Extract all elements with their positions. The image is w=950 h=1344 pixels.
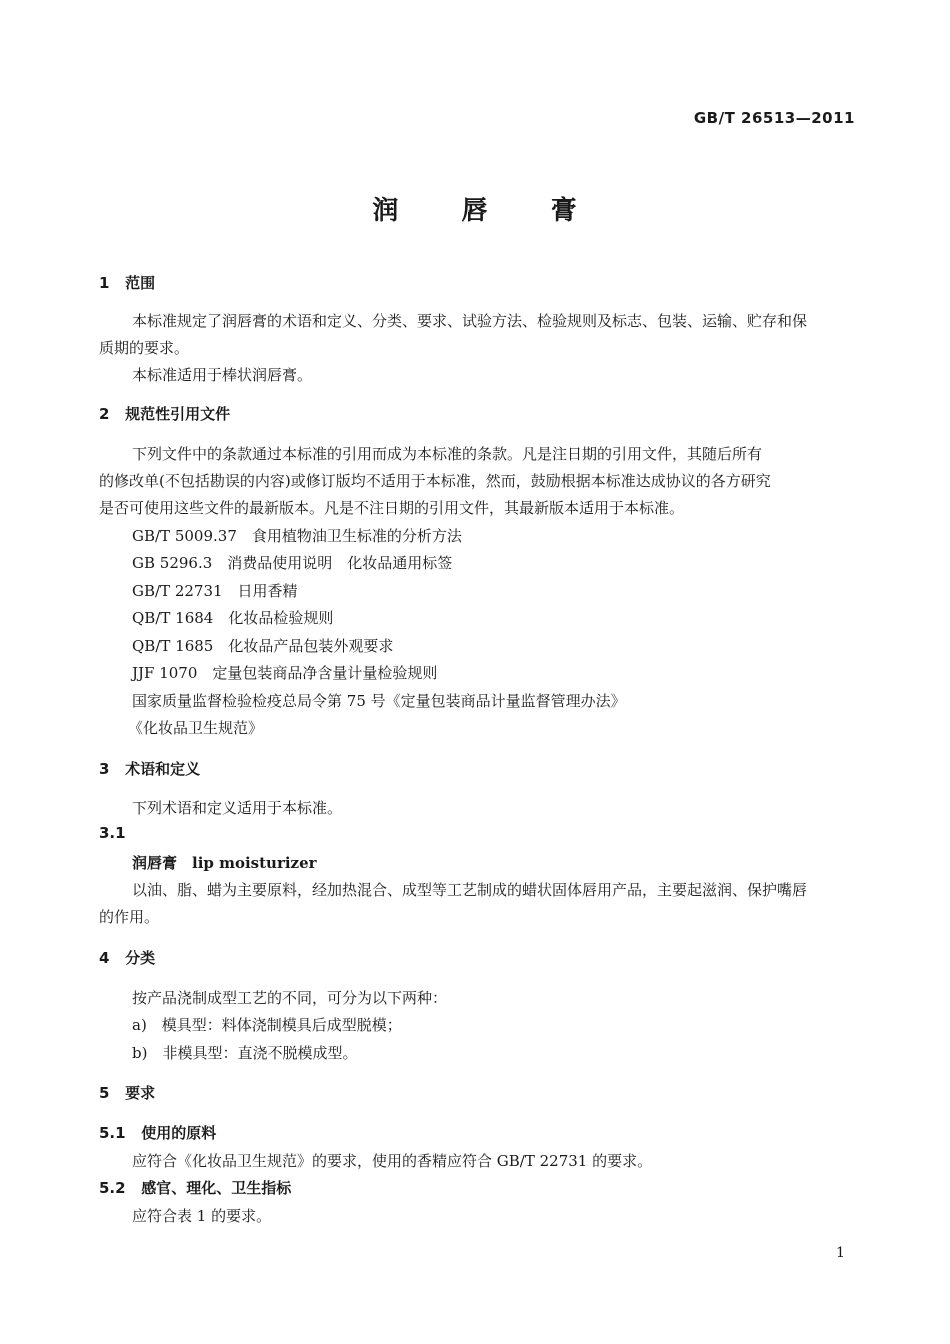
subsection-title: 感官、理化、卫生指标 [141, 1179, 292, 1197]
section-title: 分类 [125, 949, 156, 967]
paragraph-line: 按产品浇制成型工艺的不同，可分为以下两种： [132, 989, 448, 1007]
title-char-2: 唇 [461, 196, 489, 226]
section-1-heading [99, 272, 155, 293]
subsection-5-1-heading [99, 1122, 216, 1143]
reference-item: GB/T 22731 日用香精 [132, 582, 298, 600]
section-5-heading [99, 1082, 155, 1103]
reference-item: 国家质量监督检验检疫总局令第 75 号《定量包装商品计量监督管理办法》 [132, 692, 626, 710]
section-3-heading [99, 758, 200, 779]
paragraph-line: 下列术语和定义适用于本标准。 [132, 799, 343, 817]
paragraph-line: 本标准适用于棒状润唇膏。 [132, 366, 313, 384]
section-number: 1 [99, 274, 110, 292]
page-number: 1 [836, 1245, 845, 1261]
standard-code: GB/T 26513—2011 [693, 109, 855, 127]
title-char-3: 膏 [550, 196, 578, 226]
reference-item: QB/T 1684 化妆品检验规则 [132, 609, 334, 627]
section-4-heading [99, 947, 155, 968]
paragraph-line: 是否可使用这些文件的最新版本。凡是不注日期的引用文件，其最新版本适用于本标准。 [99, 499, 685, 517]
page-title [0, 190, 950, 227]
paragraph-line: 应符合表 1 的要求。 [132, 1207, 272, 1225]
paragraph-line: 下列文件中的条款通过本标准的引用而成为本标准的条款。凡是注日期的引用文件，其随后所有 [132, 445, 763, 463]
subsection-number: 5.2 [99, 1179, 126, 1197]
section-2-heading [99, 403, 230, 424]
subsection-number: 5.1 [99, 1124, 126, 1142]
reference-item: JJF 1070 定量包装商品净含量计量检验规则 [132, 664, 438, 682]
reference-item: GB 5296.3 消费品使用说明 化妆品通用标签 [132, 554, 453, 572]
section-number: 2 [99, 405, 110, 423]
section-title: 规范性引用文件 [125, 405, 231, 423]
reference-item: GB/T 5009.37 食用植物油卫生标准的分析方法 [132, 527, 462, 545]
list-item: a) 模具型：料体浇制模具后成型脱模； [132, 1016, 402, 1034]
section-title: 术语和定义 [125, 760, 201, 778]
paragraph-line: 的修改单(不包括勘误的内容)或修订版均不适用于本标准，然而，鼓励根据本标准达成协议的各方研究 [99, 472, 771, 490]
section-title: 范围 [125, 274, 156, 292]
paragraph-line: 本标准规定了润唇膏的术语和定义、分类、要求、试验方法、检验规则及标志、包装、运输、贮存和保 [132, 312, 808, 330]
term-entry: 润唇膏 lip moisturizer [132, 854, 317, 872]
section-number: 4 [99, 949, 110, 967]
subsection-number: 3.1 [99, 824, 126, 842]
reference-item: 《化妆品卫生规范》 [128, 719, 264, 737]
section-number: 3 [99, 760, 110, 778]
reference-item: QB/T 1685 化妆品产品包装外观要求 [132, 637, 394, 655]
paragraph-line: 质期的要求。 [99, 339, 190, 357]
section-title: 要求 [125, 1084, 156, 1102]
list-item: b) 非模具型：直浇不脱模成型。 [132, 1044, 358, 1062]
subsection-5-2-heading [99, 1177, 291, 1198]
subsection-title: 使用的原料 [141, 1124, 217, 1142]
paragraph-line: 以油、脂、蜡为主要原料，经加热混合、成型等工艺制成的蜡状固体唇用产品，主要起滋润、保护嘴唇 [132, 881, 808, 899]
paragraph-line: 的作用。 [99, 908, 160, 926]
title-char-1: 润 [372, 196, 400, 226]
paragraph-line: 应符合《化妆品卫生规范》的要求，使用的香精应符合 GB/T 22731 的要求。 [132, 1152, 653, 1170]
section-number: 5 [99, 1084, 110, 1102]
